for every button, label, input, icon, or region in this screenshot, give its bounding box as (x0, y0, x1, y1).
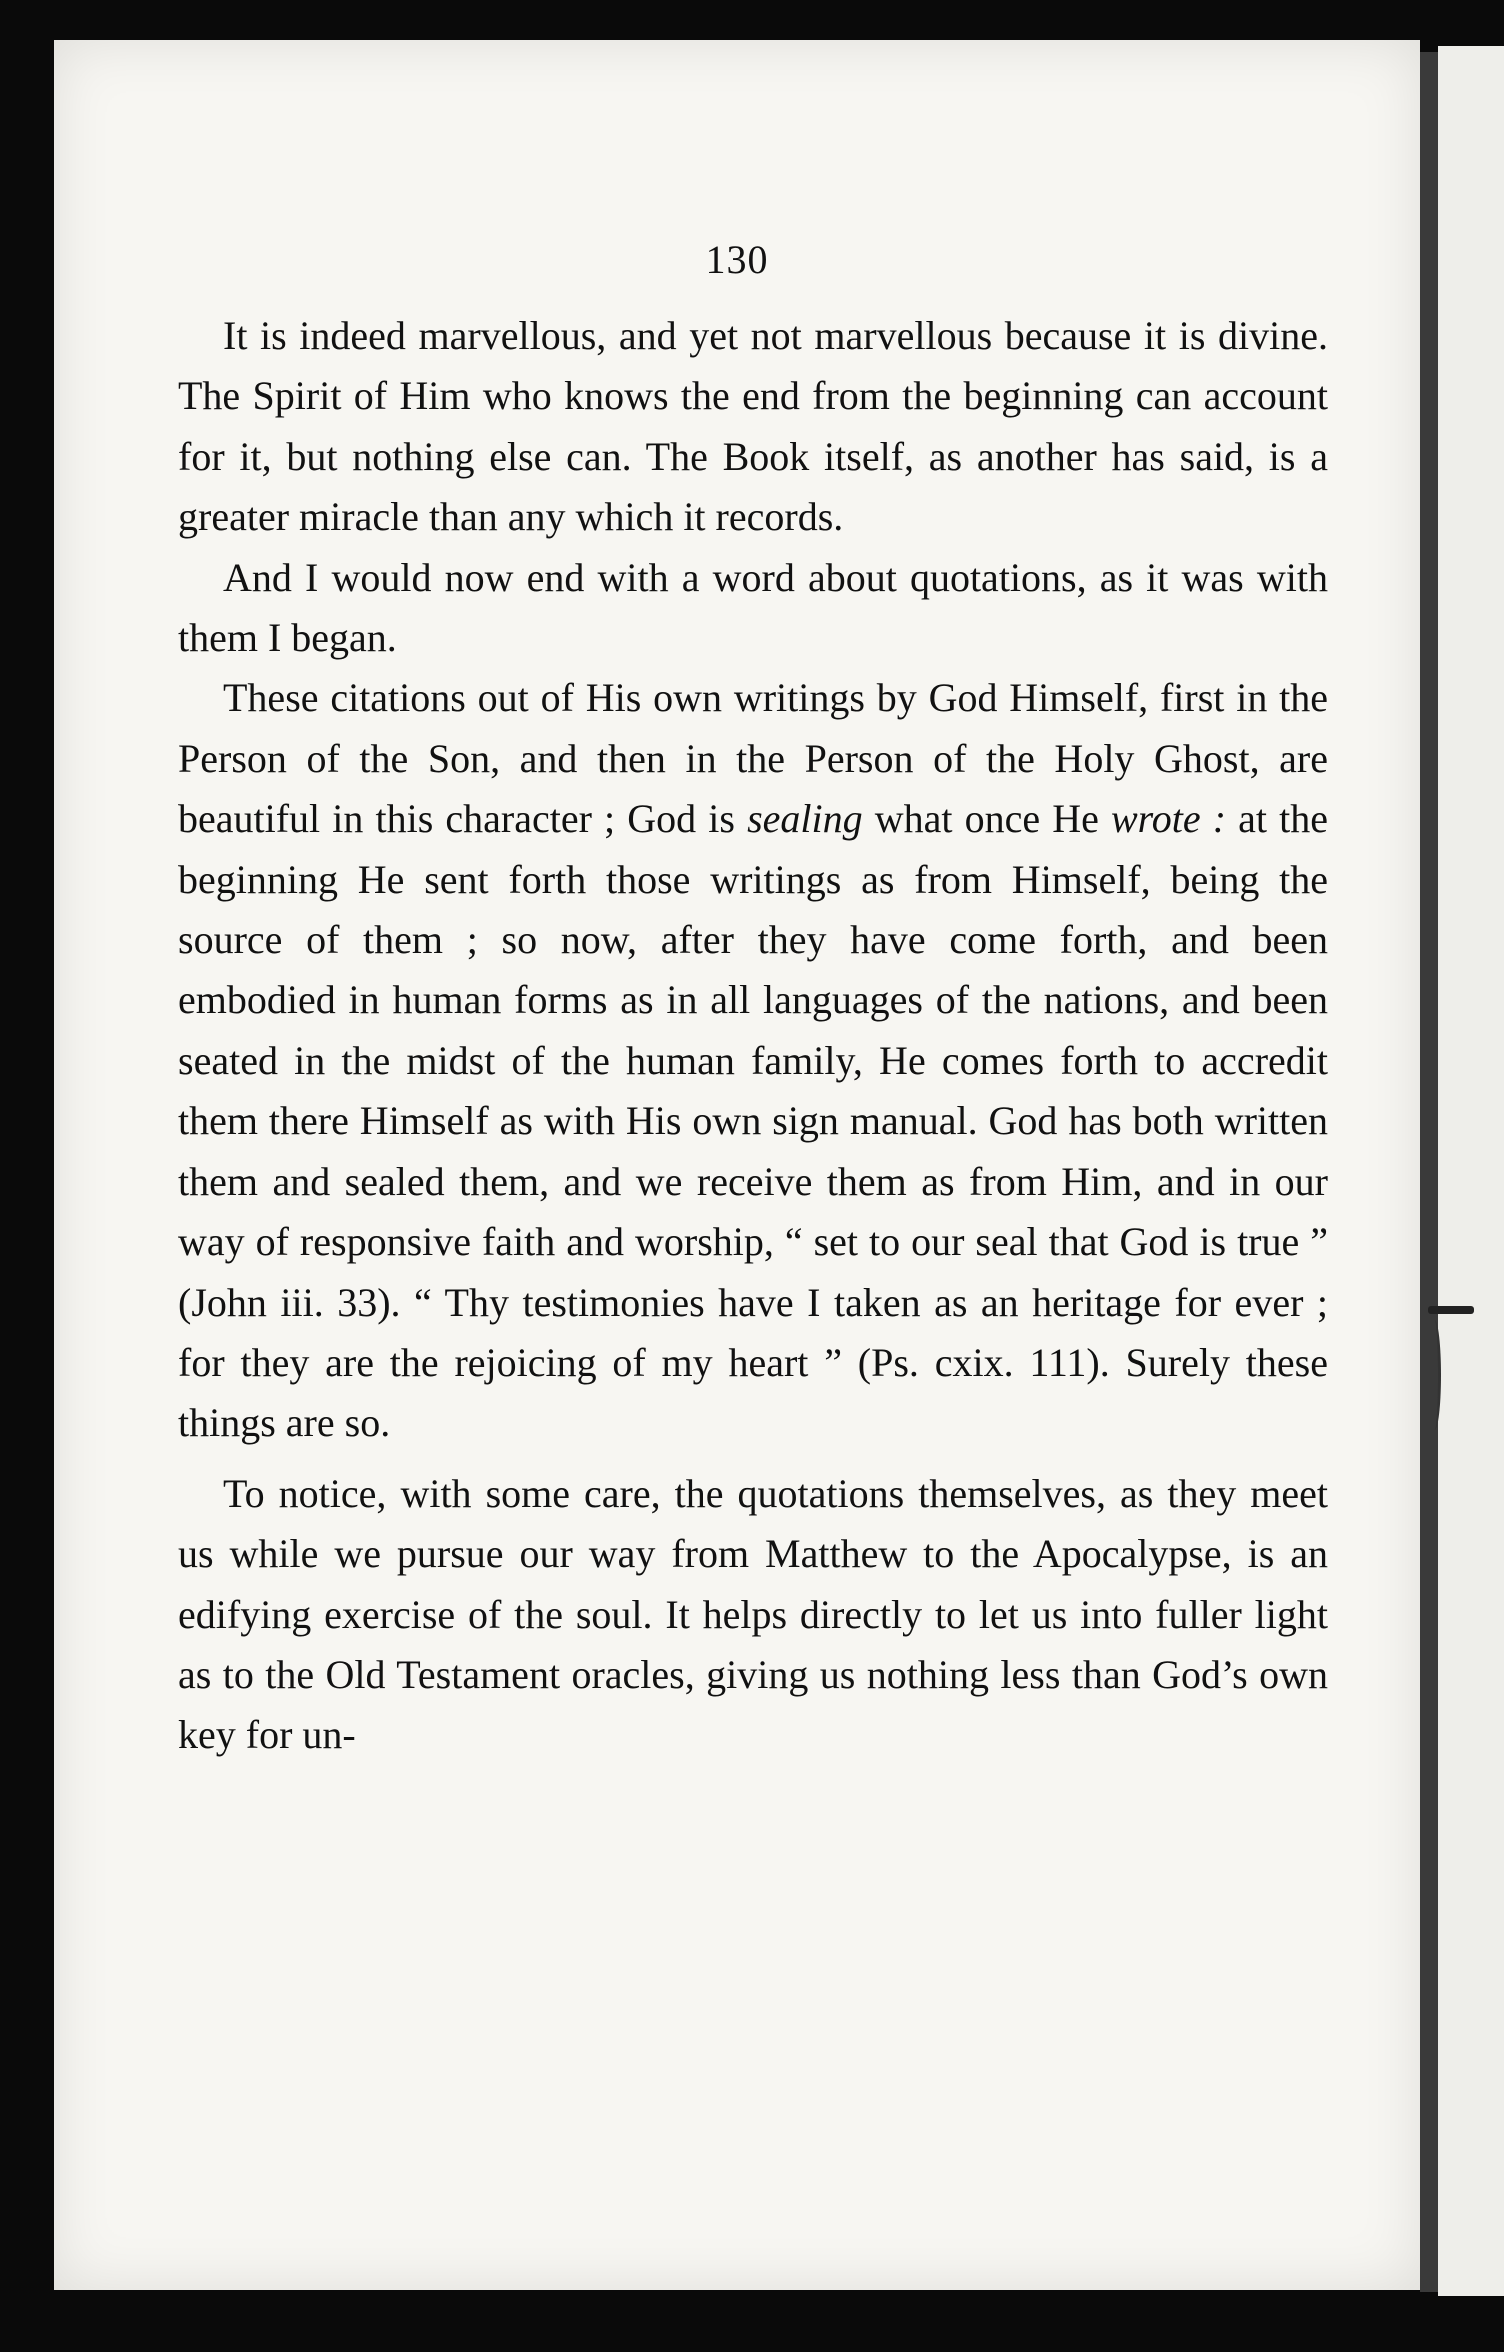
text-run: These citations out of His own writings by God Himself, first in the Person of the Son, and then in the Person of the Holy Ghost, are beautiful in this character ; God is (178, 675, 1328, 842)
book-page (54, 40, 1420, 2290)
text-run: what once He (862, 796, 1111, 842)
body-text (178, 306, 1328, 1766)
text-run: It is indeed marvellous, and yet not marvellous because it is divine. The Spirit of Him who knows the end from the beginning can account for it, but nothing else can. The Book itself, as another has said, is a greater miracle than any which it records. (178, 313, 1328, 540)
italic-text: sealing (747, 796, 863, 842)
binding-clip-icon (1428, 1306, 1474, 1314)
text-run: To notice, with some care, the quotations themselves, as they meet us while we pursue our way from Matthew to the Apocalypse, is an edifying exercise of the soul. It helps directly to let us into fuller light as to the Old Testament oracles, giving us nothing less than God’s own key for un- (178, 1470, 1328, 1758)
text-run: And I would now end with a word about quotations, as it was with them I began. (178, 554, 1328, 661)
page-number: 130 (705, 237, 769, 282)
italic-text: wrote : (1110, 796, 1227, 842)
paragraph (178, 1464, 1328, 1766)
binding-wire-icon (1428, 1320, 1441, 1430)
paragraph (178, 306, 1328, 548)
adjacent-page-edge (1438, 46, 1504, 2296)
paragraph (178, 668, 1328, 1453)
paragraph (178, 548, 1328, 669)
text-run: at the beginning He sent forth those writings as from Himself, being the source of them ; so now, after they have come forth, and been embodied in human forms as in all languages of the nations, and been seated in the midst of the human family, He comes forth to accredit them there Himself as with His own sign manual. God has both written them and sealed them, and we receive them as from Him, and in our way of responsive faith and worship, “ set to our seal that God is true ” (John iii. 33). “ Thy testimonies have I taken as an heritage for ever ; for they are the rejoicing of my heart ” (Ps. cxix. 111). Surely these things are so. (178, 796, 1329, 1446)
page-gutter-shadow (1420, 52, 1438, 2292)
